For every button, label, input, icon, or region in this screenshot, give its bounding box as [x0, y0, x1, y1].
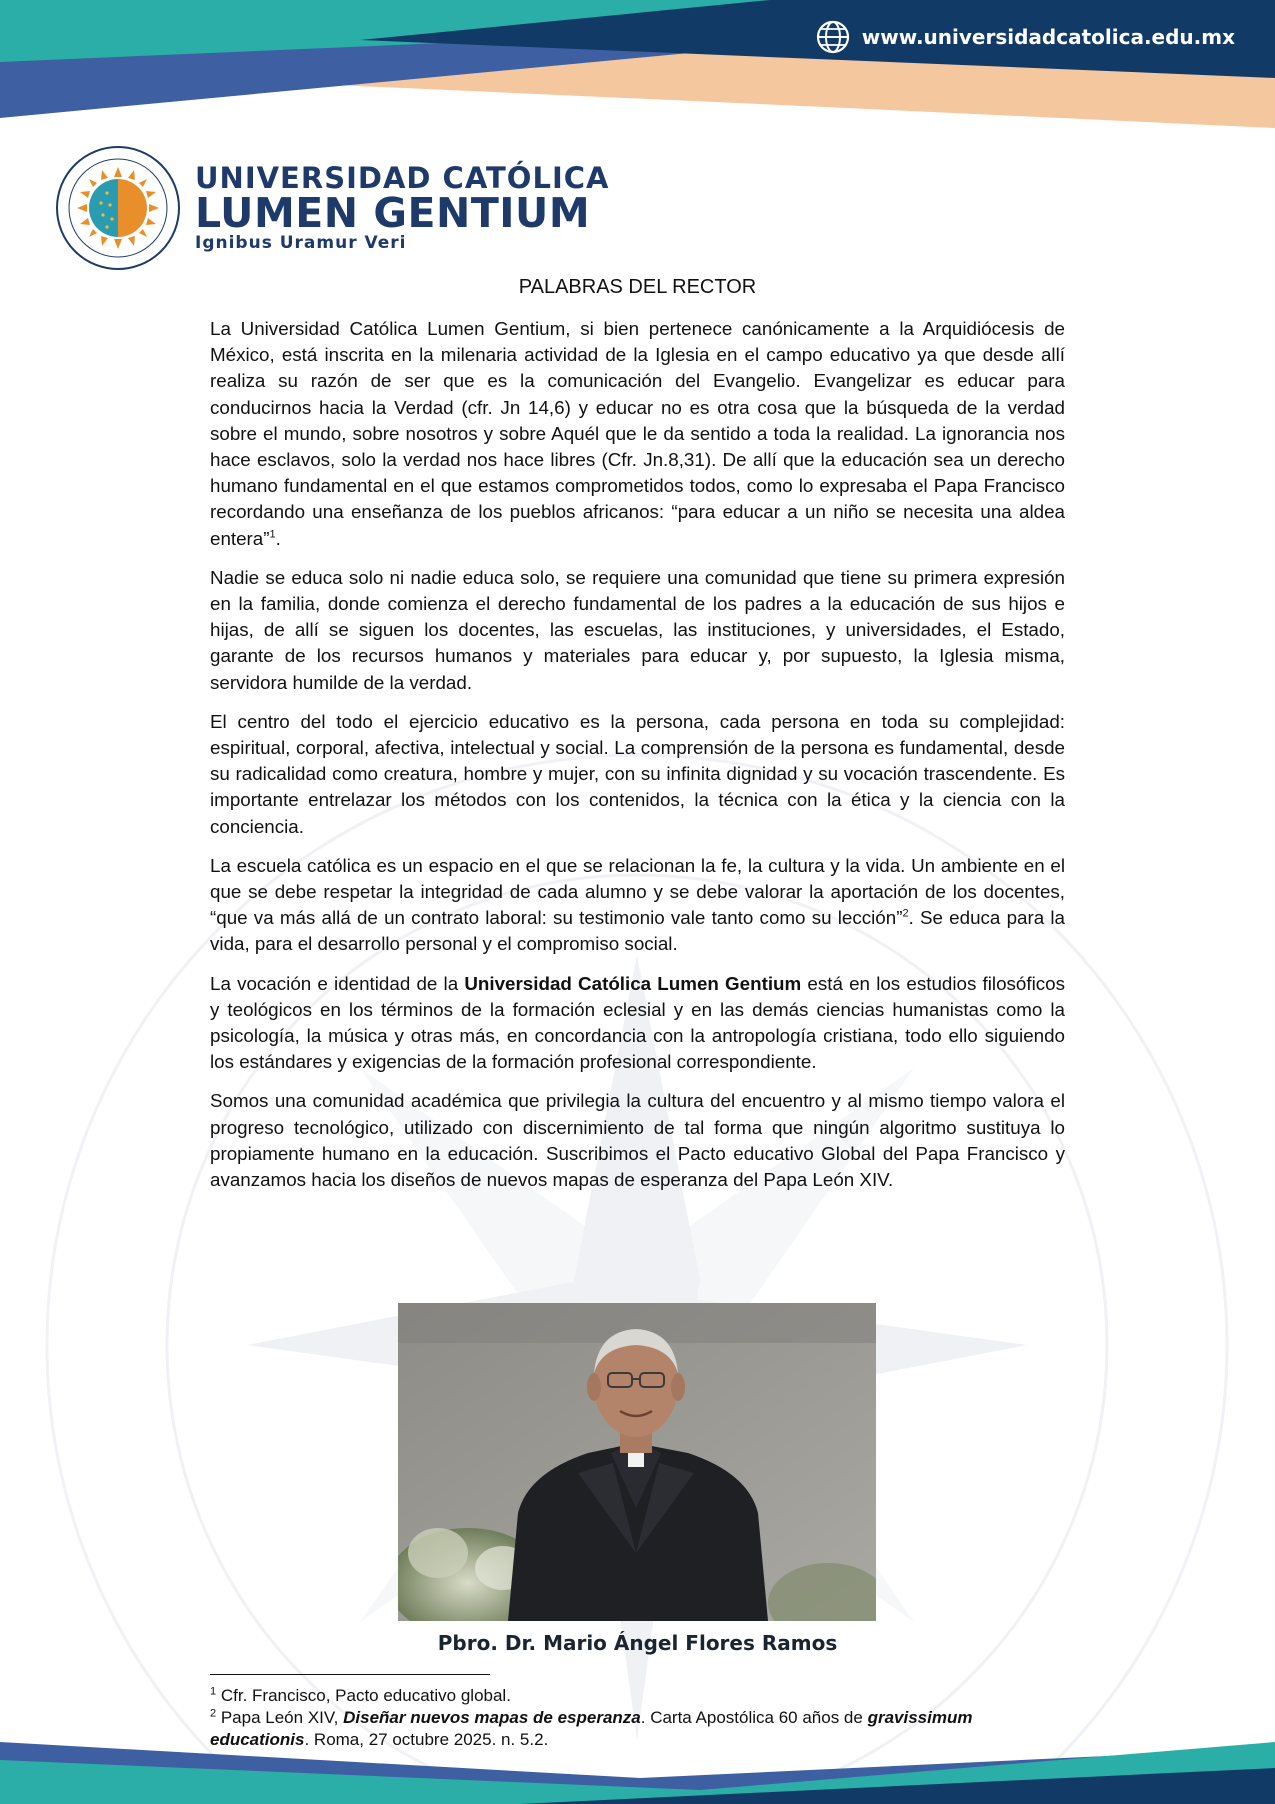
paragraph-4: La escuela católica es un espacio en el que se relacionan la fe, la cultura y la vida. Un ambiente en el que se debe respetar la integridad de cada alumno y se debe valorar la aportación de los docentes, “que va más allá de un contrato laboral: su testimonio vale tanto como su lección”$^2$. Se educa para la vida, para el desarrollo personal y el compromiso social. — [210, 854, 1065, 955]
footnotes — [210, 1685, 1030, 1751]
paragraph-5: La vocación e identidad de la Universidad Católica Lumen Gentium está en los estudios filosóficos y teológicos en los términos de la formación eclesial y en las demás ciencias humanistas como la psicología, la música y otras más, en concordancia con la antropología cristiana, todo ello siguiendo los estándares y exigencias de la formación profesional correspondiente. — [210, 972, 1065, 1073]
footnote-1: $^1$ Cfr. Francisco, Pacto educativo global. — [210, 1685, 511, 1705]
photo-caption: Pbro. Dr. Mario Ángel Flores Ramos — [437, 1631, 838, 1655]
paragraph-6: Somos una comunidad académica que privilegia la cultura del encuentro y al mismo tiempo valora el progreso tecnológico, utilizado con discernimiento de tal forma que ningún algoritmo sustituya lo propiamente humano en la educación. Suscribimos el Pacto educativo Global del Papa Francisco y avanzamos hacia los diseños de nuevos mapas de esperanza del Papa León XIV. — [210, 1090, 1065, 1191]
footnote-ref-2[interactable]: 2 — [902, 908, 909, 920]
brand-line-1: UNIVERSIDAD CATÓLICA — [195, 161, 610, 195]
university-seal-logo — [55, 145, 181, 271]
header-website[interactable] — [816, 20, 1235, 54]
brand-motto: Ignibus Uramur Veri — [195, 233, 407, 253]
document-title: PALABRAS DEL RECTOR — [518, 276, 757, 298]
paragraph-1: La Universidad Católica Lumen Gentium, si bien pertenece canónicamente a la Arquidiócesis de México, está inscrita en la milenaria actividad de la Iglesia en el campo educativo ya que desde allí realiza su razón de ser que es la comunicación del Evangelio. Evangelizar es educar para conducirnos hacia la Verdad (cfr. Jn 14,6) y educar no es otra cosa que la búsqueda de la verdad sobre el mundo, sobre nosotros y sobre Aquél que le da sentido a toda la realidad. La ignorancia nos hace esclavos, solo la verdad nos hace libres (Cfr. Jn.8,31). De allí que la educación sea un derecho humano fundamental en el que estamos comprometidos todos, como lo expresaba el Papa Francisco recordando una enseñanza de los pueblos africanos: “para educar a un niño se necesita una aldea entera”$^1$. — [210, 318, 1065, 549]
paragraph-3: El centro del todo el ejercicio educativo es la persona, cada persona en toda su complejidad: espiritual, corporal, afectiva, intelectual y social. La comprensión de la persona es fundamental, desde su radicalidad como creatura, hombre y mujer, con su infinita dignidad y su vocación trascendente. Es importante entrelazar los métodos con los contenidos, la técnica con la ética y la ciencia con la conciencia. — [210, 710, 1065, 837]
rector-portrait-photo — [398, 1303, 876, 1621]
footnote-separator — [210, 1674, 490, 1675]
paragraph-2: Nadie se educa solo ni nadie educa solo, se requiere una comunidad que tiene su primera expresión en la familia, donde comienza el derecho fundamental de los padres a la educación de sus hijos e hijas, de allí se siguen los docentes, las escuelas, las instituciones, y universidades, el Estado, garante de los recursos humanos y materiales para educar y, por supuesto, la Iglesia misma, servidora humilde de la verdad. — [210, 566, 1065, 693]
brand-line-2: LUMEN GENTIUM — [195, 189, 591, 237]
website-url: www.universidadcatolica.edu.mx — [861, 25, 1235, 49]
globe-icon — [816, 20, 850, 54]
footnote-2: $^2$ Papa León XIV, Diseñar nuevos mapas de esperanza. Carta Apostólica 60 años de gravissimum educationis. Roma, 27 octubre 2025. n. 5.2. — [210, 1707, 973, 1749]
university-wordmark — [195, 163, 609, 253]
document-body — [210, 316, 1065, 1206]
footnote-ref-1[interactable]: 1 — [269, 528, 276, 541]
